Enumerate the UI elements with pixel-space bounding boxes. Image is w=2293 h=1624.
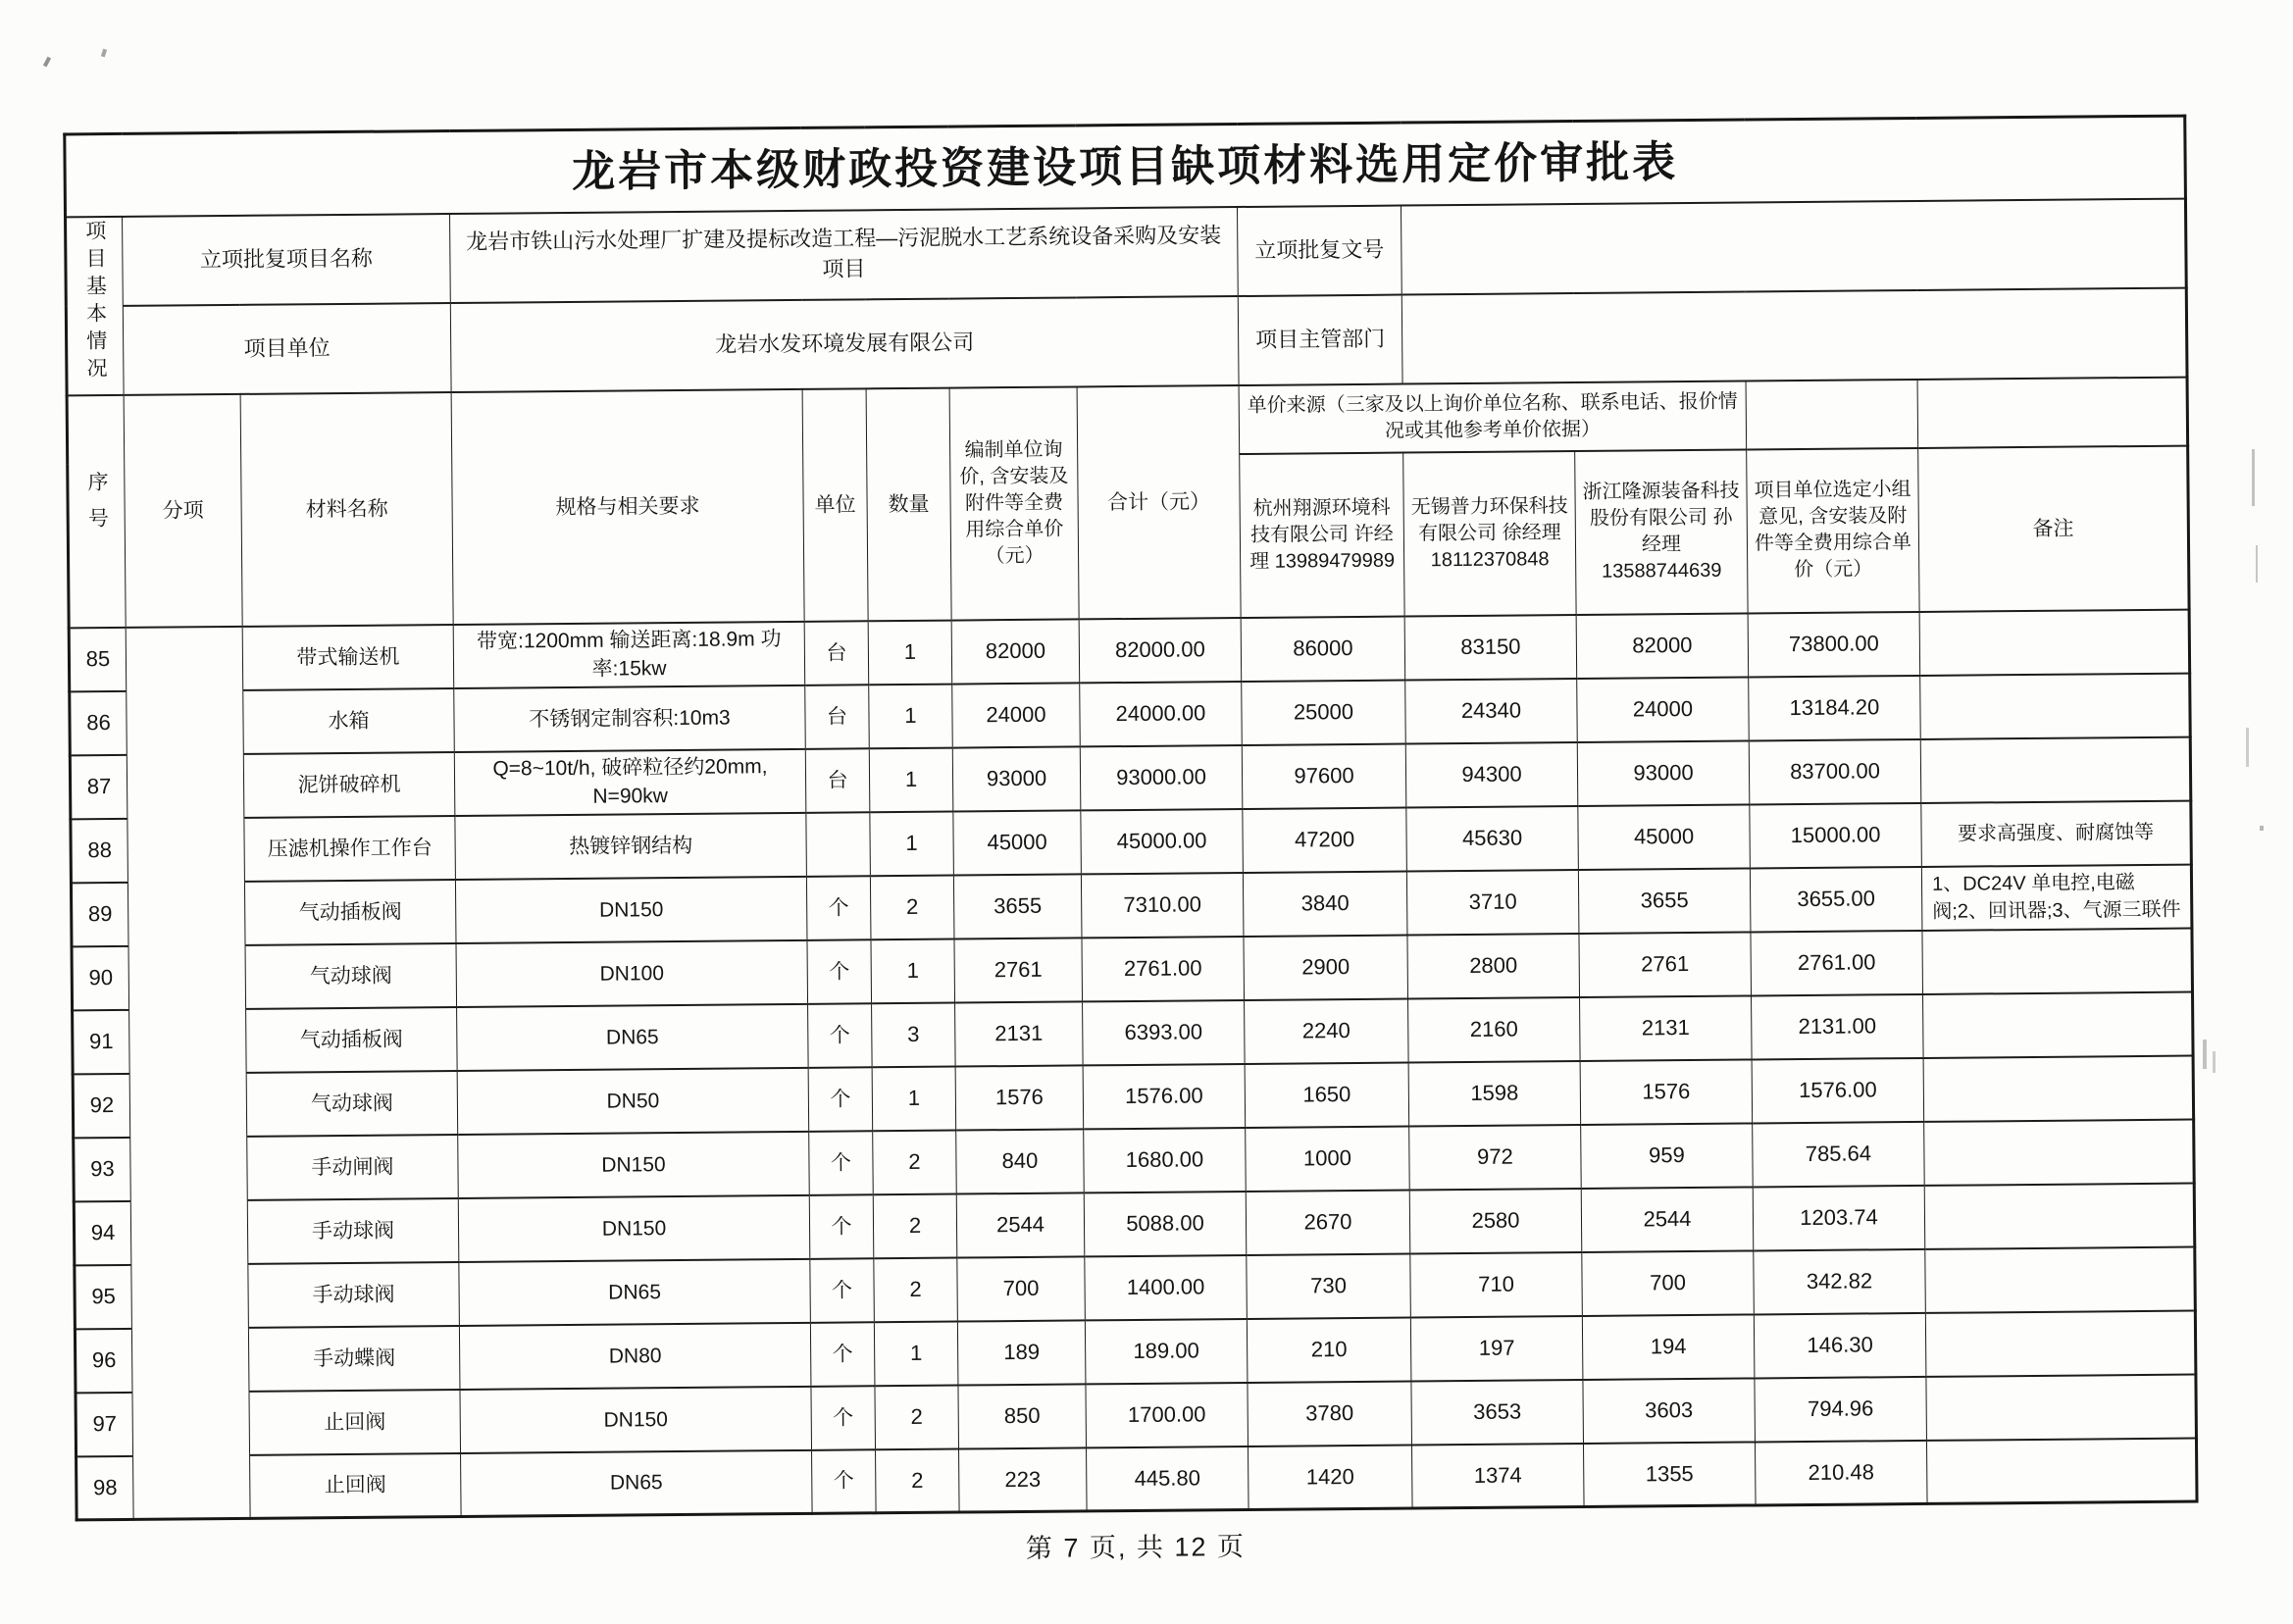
row-number-cell: 98	[76, 1456, 134, 1521]
compiled-price-cell: 2131	[955, 1001, 1084, 1066]
decided-price-cell: 13184.20	[1749, 676, 1921, 741]
material-name-cell: 手动闸阀	[247, 1135, 459, 1200]
scan-artifact	[2256, 545, 2258, 583]
quote3-cell: 24000	[1577, 677, 1750, 742]
qty-cell: 1	[869, 747, 953, 812]
compiled-price-cell: 3655	[953, 874, 1082, 939]
info-section-label	[66, 216, 125, 395]
quote1-cell: 47200	[1243, 807, 1407, 872]
col-header-vendor1: 杭州翔源环境科技有限公司 许经理 13989479989	[1240, 452, 1404, 617]
total-cell: 82000.00	[1079, 618, 1242, 683]
remark-cell	[1920, 673, 2191, 738]
quote2-cell: 24340	[1405, 679, 1578, 744]
spec-cell: 带宽:1200mm 输送距离:18.9m 功率:15kw	[453, 622, 805, 688]
compiled-price-cell: 82000	[951, 619, 1080, 684]
material-name-cell: 气动插板阀	[246, 1007, 458, 1073]
material-name-cell: 水箱	[243, 688, 455, 754]
row-number-cell: 87	[70, 755, 127, 820]
project-name-value: 龙岩市铁山污水处理厂扩建及提标改造工程—污泥脱水工艺系统设备采购及安装项目	[450, 207, 1239, 303]
quote2-cell: 2800	[1407, 934, 1580, 999]
spec-cell: DN65	[459, 1259, 811, 1326]
quote1-cell: 3840	[1243, 871, 1407, 936]
quote2-cell: 1598	[1408, 1061, 1581, 1127]
total-cell: 24000.00	[1080, 682, 1243, 746]
compiled-price-cell: 189	[957, 1320, 1086, 1385]
qty-cell: 3	[872, 1002, 956, 1067]
quote2-cell: 710	[1410, 1252, 1583, 1318]
col-header-price: 编制单位询价, 含安装及附件等全费用综合单价（元）	[949, 386, 1079, 620]
quote3-cell: 45000	[1578, 804, 1751, 870]
quote2-cell: 2580	[1409, 1189, 1582, 1254]
decided-price-cell: 3655.00	[1750, 867, 1922, 933]
material-name-cell: 带式输送机	[242, 625, 454, 690]
quote3-cell: 700	[1582, 1250, 1755, 1316]
row-number-cell: 96	[75, 1329, 132, 1394]
qty-cell: 1	[874, 1321, 958, 1386]
unit-cell: 个	[811, 1386, 876, 1450]
row-number-cell: 89	[71, 883, 128, 947]
quote1-cell: 730	[1247, 1253, 1411, 1318]
unit-cell: 个	[806, 876, 871, 940]
project-name-label: 立项批复项目名称	[123, 214, 451, 306]
material-name-cell: 手动球阀	[247, 1198, 459, 1264]
quote1-cell: 97600	[1242, 743, 1406, 808]
material-name-cell: 气动插板阀	[244, 880, 456, 945]
quote1-cell: 2900	[1244, 935, 1408, 999]
remark-cell: 要求高强度、耐腐蚀等	[1921, 800, 2192, 866]
row-number-cell: 93	[74, 1138, 131, 1202]
compiled-price-cell: 2761	[954, 938, 1083, 1002]
material-name-cell: 手动球阀	[248, 1262, 460, 1328]
spec-cell: DN150	[458, 1132, 810, 1198]
unit-cell: 个	[807, 939, 872, 1004]
total-cell: 45000.00	[1081, 809, 1244, 874]
quote2-cell: 1374	[1411, 1444, 1584, 1509]
quote1-cell: 210	[1247, 1317, 1411, 1382]
decided-price-cell: 210.48	[1755, 1441, 1927, 1506]
total-cell: 5088.00	[1084, 1192, 1247, 1256]
scanned-sheet	[63, 115, 2196, 1574]
unit-cell: 台	[805, 748, 870, 813]
col-header-decided-spacer	[1746, 380, 1918, 450]
unit-cell: 个	[808, 1003, 873, 1068]
qty-cell: 1	[872, 1066, 956, 1131]
col-header-qty: 数量	[866, 387, 951, 621]
compiled-price-cell: 93000	[952, 746, 1081, 811]
material-name-cell: 止回阀	[249, 1390, 461, 1455]
unit-cell: 个	[809, 1131, 874, 1195]
remark-cell	[1924, 1183, 2195, 1248]
remark-cell	[1926, 1374, 2197, 1440]
compiled-price-cell: 223	[959, 1447, 1088, 1512]
unit-cell: 个	[810, 1258, 875, 1323]
quote2-cell: 972	[1409, 1125, 1582, 1191]
remark-cell	[1926, 1438, 2197, 1503]
remark-cell	[1920, 736, 2191, 802]
dept-value	[1401, 287, 2187, 383]
scan-artifact	[2203, 1040, 2207, 1069]
material-name-cell: 手动蝶阀	[248, 1326, 460, 1392]
col-header-unit: 单位	[802, 388, 868, 622]
spec-cell: DN150	[460, 1387, 812, 1453]
quote3-cell: 82000	[1576, 613, 1749, 679]
decided-price-cell: 1203.74	[1753, 1186, 1925, 1251]
compiled-price-cell: 850	[958, 1384, 1087, 1448]
qty-cell: 2	[876, 1448, 960, 1513]
total-cell: 1700.00	[1086, 1383, 1248, 1447]
spec-cell: 不锈钢定制容积:10m3	[454, 685, 806, 752]
row-number-cell: 86	[70, 691, 127, 756]
compiled-price-cell: 700	[957, 1256, 1086, 1321]
scan-artifact	[101, 49, 107, 58]
scan-artifact	[43, 57, 51, 68]
scan-artifact	[2260, 826, 2264, 831]
decided-price-cell: 15000.00	[1750, 803, 1922, 869]
material-name-cell: 气动球阀	[245, 943, 457, 1009]
row-number-cell: 95	[75, 1265, 132, 1330]
remark-cell: 1、DC24V 单电控,电磁阀;2、回讯器;3、气源三联件	[1921, 864, 2192, 930]
spec-cell: DN65	[457, 1004, 809, 1071]
quote3-cell: 1355	[1583, 1442, 1756, 1507]
qty-cell: 1	[869, 684, 953, 748]
remark-cell	[1922, 928, 2193, 993]
col-header-spec: 规格与相关要求	[451, 389, 804, 625]
spec-cell: DN150	[455, 877, 807, 943]
col-header-remark: 备注	[1918, 445, 2190, 611]
quote3-cell: 1576	[1580, 1059, 1753, 1125]
row-number-cell: 85	[69, 628, 127, 692]
qty-cell: 2	[870, 875, 954, 939]
decided-price-cell: 2761.00	[1751, 931, 1923, 996]
quote3-cell: 3603	[1583, 1378, 1756, 1444]
scan-artifact	[2246, 728, 2249, 767]
material-name-cell: 压滤机操作工作台	[244, 816, 456, 882]
decided-price-cell: 794.96	[1755, 1377, 1927, 1443]
quote1-cell: 1650	[1245, 1062, 1409, 1127]
decided-price-cell: 146.30	[1754, 1313, 1926, 1379]
remark-cell	[1923, 991, 2194, 1057]
project-unit-value: 龙岩水发环境发展有限公司	[450, 296, 1239, 392]
material-name-cell: 止回阀	[250, 1453, 462, 1519]
col-header-vendor2: 无锡普力环保科技有限公司 徐经理 18112370848	[1403, 451, 1576, 617]
spec-cell: DN100	[456, 940, 808, 1007]
col-header-remark-spacer	[1917, 377, 2188, 447]
total-cell: 189.00	[1085, 1319, 1248, 1384]
compiled-price-cell: 840	[956, 1129, 1085, 1193]
spec-cell: DN50	[457, 1068, 809, 1135]
remark-cell	[1923, 1055, 2194, 1121]
total-cell: 6393.00	[1083, 1000, 1246, 1065]
approval-doc-value	[1401, 198, 2186, 294]
col-header-no-text: 序号	[84, 471, 109, 544]
quote2-cell: 197	[1410, 1316, 1583, 1382]
col-header-subitem: 分项	[124, 394, 242, 628]
quote1-cell: 3780	[1248, 1381, 1412, 1446]
qty-cell: 2	[873, 1130, 957, 1194]
quote1-cell: 2240	[1245, 998, 1409, 1063]
quote1-cell: 1000	[1246, 1126, 1410, 1191]
document-title: 龙岩市本级财政投资建设项目缺项材料选用定价审批表	[65, 116, 2186, 217]
row-number-cell: 92	[73, 1074, 130, 1139]
quote2-cell: 3710	[1406, 870, 1579, 936]
page-footer: 第 7 页, 共 12 页	[1025, 1532, 1247, 1564]
unit-cell: 个	[808, 1067, 873, 1132]
qty-cell: 1	[868, 620, 952, 685]
scan-artifact	[2252, 449, 2255, 506]
decided-price-cell: 73800.00	[1748, 612, 1920, 678]
approval-table	[63, 115, 2198, 1522]
quote2-cell: 94300	[1405, 742, 1578, 808]
compiled-price-cell: 45000	[953, 810, 1082, 875]
compiled-price-cell: 1576	[955, 1065, 1084, 1130]
quote2-cell: 83150	[1404, 615, 1577, 681]
col-header-material: 材料名称	[240, 392, 453, 627]
unit-cell: 个	[812, 1449, 877, 1514]
total-cell: 2761.00	[1082, 937, 1245, 1001]
quote2-cell: 45630	[1406, 806, 1579, 872]
spec-cell: Q=8~10t/h, 破碎粒径约20mm, N=90kw	[454, 749, 806, 816]
qty-cell: 2	[873, 1193, 957, 1258]
material-name-cell: 气动球阀	[246, 1071, 458, 1137]
quote1-cell: 1420	[1248, 1445, 1413, 1509]
material-name-cell: 泥饼破碎机	[243, 752, 455, 818]
quote3-cell: 2761	[1579, 932, 1752, 997]
unit-cell: 个	[810, 1322, 875, 1387]
total-cell: 7310.00	[1081, 873, 1244, 938]
quote3-cell: 3655	[1578, 868, 1751, 934]
decided-price-cell: 342.82	[1754, 1249, 1926, 1315]
row-number-cell: 94	[74, 1201, 131, 1266]
total-cell: 445.80	[1087, 1446, 1249, 1511]
col-header-decided: 项目单位选定小组意见, 含安装及附件等全费用综合单价（元）	[1747, 448, 1919, 614]
row-number-cell: 90	[72, 946, 129, 1011]
approval-doc-label: 立项批复文号	[1237, 205, 1401, 296]
scan-artifact	[2213, 1051, 2216, 1073]
quote1-cell: 2670	[1246, 1190, 1410, 1254]
unit-cell	[806, 812, 871, 877]
project-unit-label: 项目单位	[123, 303, 451, 395]
remark-cell	[1925, 1310, 2196, 1376]
remark-cell	[1925, 1246, 2196, 1312]
row-number-cell: 91	[73, 1010, 130, 1075]
row-number-cell: 97	[76, 1393, 133, 1457]
qty-cell: 2	[874, 1257, 958, 1322]
unit-cell: 台	[804, 621, 869, 685]
quote3-cell: 194	[1582, 1314, 1755, 1380]
col-header-no	[67, 395, 126, 628]
spec-cell: 热镀锌钢结构	[455, 813, 807, 880]
quote2-cell: 2160	[1408, 997, 1581, 1063]
spec-cell: DN65	[461, 1450, 813, 1517]
unit-cell: 个	[809, 1194, 874, 1259]
quote2-cell: 3653	[1411, 1380, 1584, 1446]
decided-price-cell: 1576.00	[1752, 1058, 1924, 1124]
col-header-total: 合计（元）	[1077, 385, 1241, 619]
compiled-price-cell: 2544	[956, 1193, 1085, 1257]
quote1-cell: 86000	[1241, 616, 1405, 681]
subitem-merged-cell	[126, 627, 250, 1520]
row-number-cell: 88	[71, 819, 128, 884]
quote1-cell: 25000	[1242, 680, 1406, 744]
decided-price-cell: 83700.00	[1749, 739, 1921, 805]
compiled-price-cell: 24000	[952, 683, 1081, 747]
quote3-cell: 2131	[1580, 995, 1753, 1061]
quote3-cell: 2544	[1581, 1187, 1754, 1252]
remark-cell	[1924, 1119, 2195, 1185]
total-cell: 1576.00	[1083, 1064, 1246, 1129]
total-cell: 93000.00	[1080, 745, 1243, 810]
spec-cell: DN80	[459, 1323, 811, 1390]
decided-price-cell: 2131.00	[1752, 994, 1924, 1060]
spec-cell: DN150	[458, 1195, 810, 1262]
total-cell: 1680.00	[1084, 1128, 1247, 1193]
unit-cell: 台	[805, 685, 870, 749]
qty-cell: 2	[875, 1385, 959, 1449]
info-section-label-text: 项目基本情况	[82, 219, 108, 384]
quote3-cell: 959	[1581, 1123, 1754, 1189]
remark-cell	[1919, 609, 2190, 675]
quote3-cell: 93000	[1577, 740, 1750, 806]
dept-label: 项目主管部门	[1238, 294, 1402, 385]
qty-cell: 1	[870, 811, 954, 876]
decided-price-cell: 785.64	[1753, 1122, 1925, 1188]
col-header-source-group: 单价来源（三家及以上询价单位名称、联系电话、报价情况或其他参考单价依据）	[1239, 381, 1747, 454]
col-header-vendor3: 浙江隆源装备科技股份有限公司 孙经理 13588744639	[1575, 449, 1748, 615]
qty-cell: 1	[871, 939, 955, 1003]
total-cell: 1400.00	[1085, 1255, 1248, 1320]
